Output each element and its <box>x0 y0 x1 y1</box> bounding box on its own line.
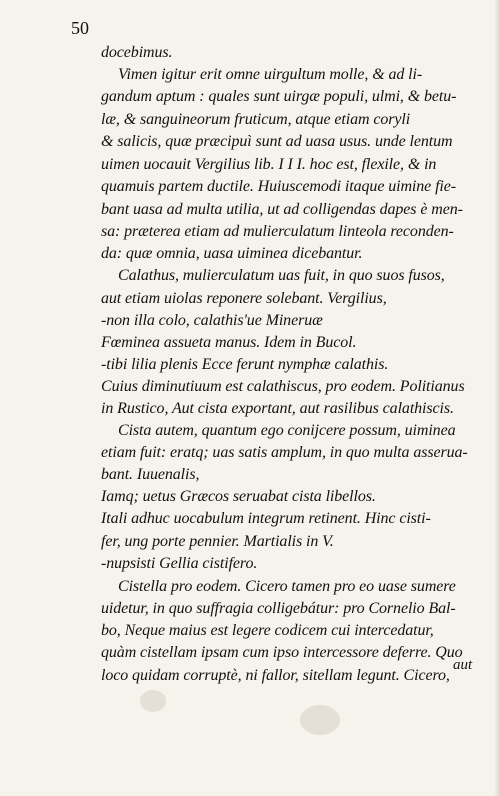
text-line: Cuius diminutiuum est calathiscus, pro eodem. Politianus <box>101 378 465 395</box>
text-line: Iamq; uetus Græcos seruabat cista libellos. <box>101 488 376 505</box>
page-number: 50 <box>71 18 89 38</box>
paper-stain <box>140 690 166 712</box>
text-line: -non illa colo, calathis'ue Mineruæ <box>101 312 323 329</box>
text-line: uidetur, in quo suffragia colligebátur: pro Cornelio Bal- <box>101 600 456 617</box>
page-edge-shadow <box>494 0 500 796</box>
text-line: quàm cistellam ipsam cum ipso intercessore deferre. Quo <box>101 644 463 661</box>
text-line: Cista autem, quantum ego conijcere possum, uiminea <box>118 422 456 439</box>
text-line: Calathus, mulierculatum uas fuit, in quo suos fusos, <box>118 267 445 284</box>
text-line: gandum aptum : quales sunt uirgæ populi, ulmi, & betu- <box>101 88 457 105</box>
text-line: in Rustico, Aut cista exportant, aut rasilibus calathiscis. <box>101 400 454 417</box>
text-line: uimen uocauit Vergilius lib. I I I. hoc est, flexile, & in <box>101 156 437 173</box>
text-line: Cistella pro eodem. Cicero tamen pro eo uase sumere <box>118 578 456 595</box>
text-line: bant uasa ad multa utilia, ut ad colligendas dapes è men- <box>101 201 463 218</box>
text-line: fer, ung porte pennier. Martialis in V. <box>101 533 334 550</box>
text-line: aut etiam uiolas reponere solebant. Vergilius, <box>101 290 387 307</box>
text-line: loco quidam corruptè, ni fallor, sitellam legunt. Cicero, <box>101 667 450 684</box>
text-line: quamuis partem ductile. Huiuscemodi itaque uimine fie- <box>101 178 456 195</box>
text-line: -nupsisti Gellia cistifero. <box>101 555 258 572</box>
text-line: docebimus. <box>101 44 173 61</box>
text-line: da: quæ omnia, uasa uiminea dicebantur. <box>101 245 363 262</box>
text-line: læ, & sanguineorum fruticum, atque etiam coryli <box>101 111 411 128</box>
text-line: Fœminea assueta manus. Idem in Bucol. <box>101 334 357 351</box>
text-line: sa: præterea etiam ad mulierculatum linteola reconden- <box>101 223 454 240</box>
text-line: bant. Iuuenalis, <box>101 466 200 483</box>
text-line: & salicis, quæ præcipuì sunt ad uasa usus. unde lentum <box>101 133 453 150</box>
text-line: Vimen igitur erit omne uirgultum molle, & ad li- <box>118 66 423 83</box>
catchword: aut <box>453 657 473 673</box>
text-line: -tibi lilia plenis Ecce ferunt nymphæ calathis. <box>101 356 389 373</box>
text-line: Itali adhuc uocabulum integrum retinent. Hinc cisti- <box>101 510 431 527</box>
text-line: bo, Neque maius est legere codicem cui intercedatur, <box>101 622 434 639</box>
paper-stain <box>300 705 340 735</box>
text-line: etiam fuit: eratq; uas satis amplum, in quo multa asserua- <box>101 444 468 461</box>
